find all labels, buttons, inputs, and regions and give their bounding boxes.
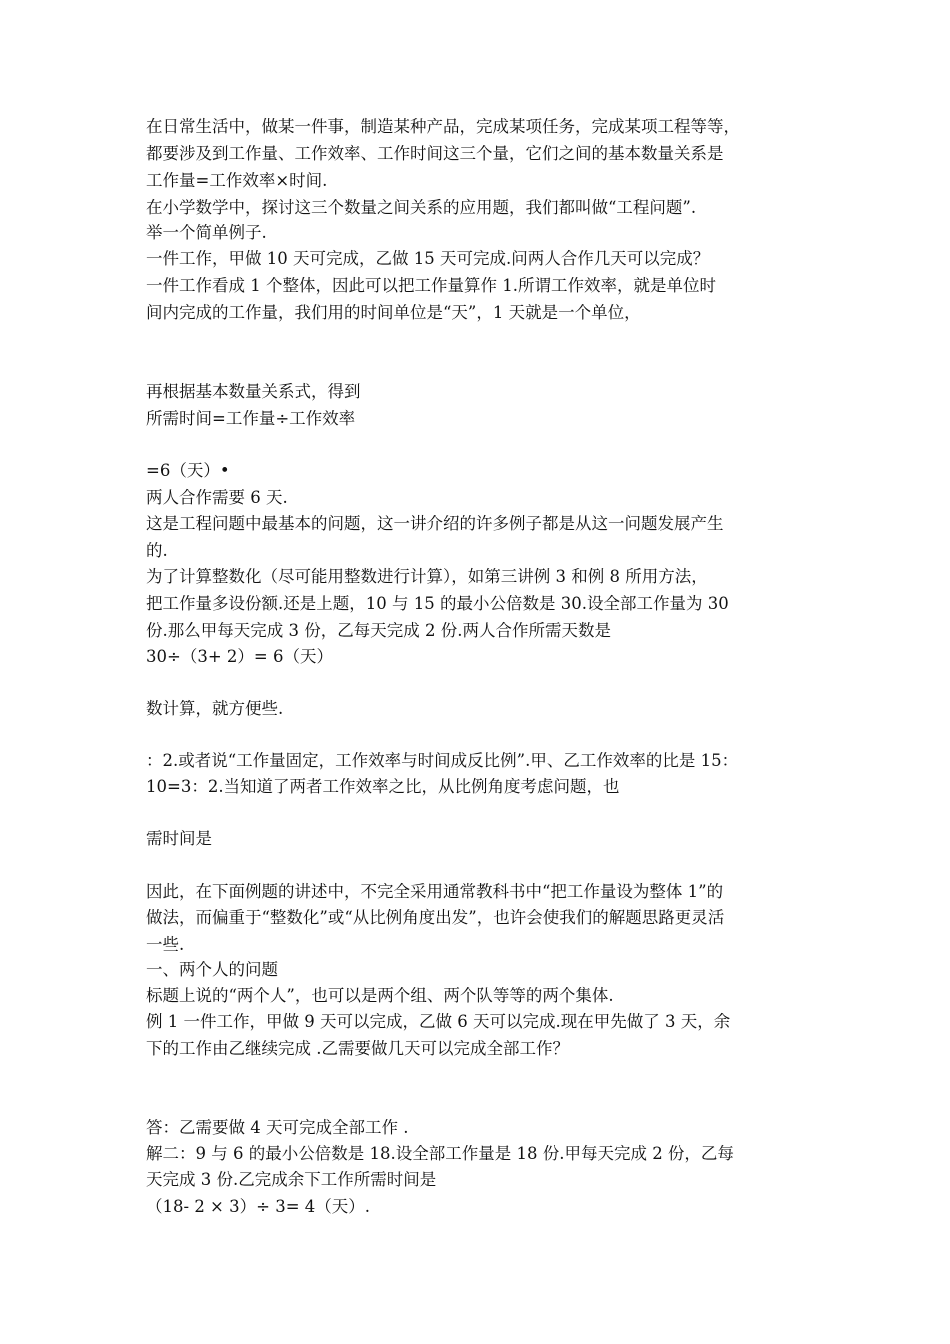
text-line: 下的工作由乙继续完成 .乙需要做几天可以完成全部工作？: [146, 1039, 569, 1058]
text-line: 例 1 一件工作，甲做 9 天可以完成，乙做 6 天可以完成.现在甲先做了 3 天，余: [146, 1012, 731, 1031]
text-line: 数计算，就方便些.: [146, 699, 284, 718]
text-line: 一件工作看成 1 个整体，因此可以把工作量算作 1.所谓工作效率，就是单位时: [146, 276, 716, 295]
text-line: 需时间是: [146, 829, 212, 848]
text-line: 再根据基本数量关系式，得到: [146, 382, 361, 401]
text-line: 都要涉及到工作量、工作效率、工作时间这三个量，它们之间的基本数量关系是: [146, 144, 724, 163]
text-line: 在日常生活中，做某一件事，制造某种产品，完成某项任务，完成某项工程等等，: [146, 117, 740, 136]
text-line: 做法，而偏重于“整数化”或“从比例角度出发”，也许会使我们的解题思路更灵活: [146, 908, 725, 927]
text-line: 工作量=工作效率×时间.: [146, 171, 328, 190]
text-line: 在小学数学中，探讨这三个数量之间关系的应用题，我们都叫做“工程问题”.: [146, 198, 697, 217]
text-line: 所需时间=工作量÷工作效率: [146, 409, 356, 428]
text-line: 举一个简单例子.: [146, 223, 267, 242]
text-line: 这是工程问题中最基本的问题，这一讲介绍的许多例子都是从这一问题发展产生: [146, 514, 724, 533]
text-line: 一、两个人的问题: [146, 960, 278, 979]
text-line: （18- 2 × 3）÷ 3= 4（天）.: [146, 1197, 371, 1216]
text-line: 间内完成的工作量，我们用的时间单位是“天”，1 天就是一个单位，: [146, 303, 641, 322]
text-line: 一些.: [146, 935, 185, 954]
text-line: 一件工作，甲做 10 天可完成，乙做 15 天可完成.问两人合作几天可以完成？: [146, 249, 710, 268]
text-line: 把工作量多设份额.还是上题，10 与 15 的最小公倍数是 30.设全部工作量为 30: [146, 594, 729, 613]
text-line: =6（天）•: [146, 461, 230, 480]
text-line: 因此，在下面例题的讲述中，不完全采用通常教科书中“把工作量设为整体 1”的: [146, 882, 724, 901]
text-line: 两人合作需要 6 天.: [146, 488, 288, 507]
text-line: ：2.或者说“工作量固定，工作效率与时间成反比例”.甲、乙工作效率的比是 15：: [146, 751, 739, 770]
text-line: 天完成 3 份.乙完成余下工作所需时间是: [146, 1170, 437, 1189]
text-line: 份.那么甲每天完成 3 份，乙每天完成 2 份.两人合作所需天数是: [146, 621, 611, 640]
text-line: 10=3：2.当知道了两者工作效率之比，从比例角度考虑问题，也: [146, 777, 620, 796]
text-line: 30÷（3+ 2）= 6（天）: [146, 647, 333, 666]
text-line: 解二：9 与 6 的最小公倍数是 18.设全部工作量是 18 份.甲每天完成 2 份，乙每: [146, 1144, 734, 1163]
text-line: 答：乙需要做 4 天可完成全部工作 .: [146, 1118, 409, 1137]
text-line: 的.: [146, 541, 168, 560]
text-line: 为了计算整数化（尽可能用整数进行计算），如第三讲例 3 和例 8 所用方法，: [146, 567, 708, 586]
text-line: 标题上说的“两个人”，也可以是两个组、两个队等等的两个集体.: [146, 986, 614, 1005]
